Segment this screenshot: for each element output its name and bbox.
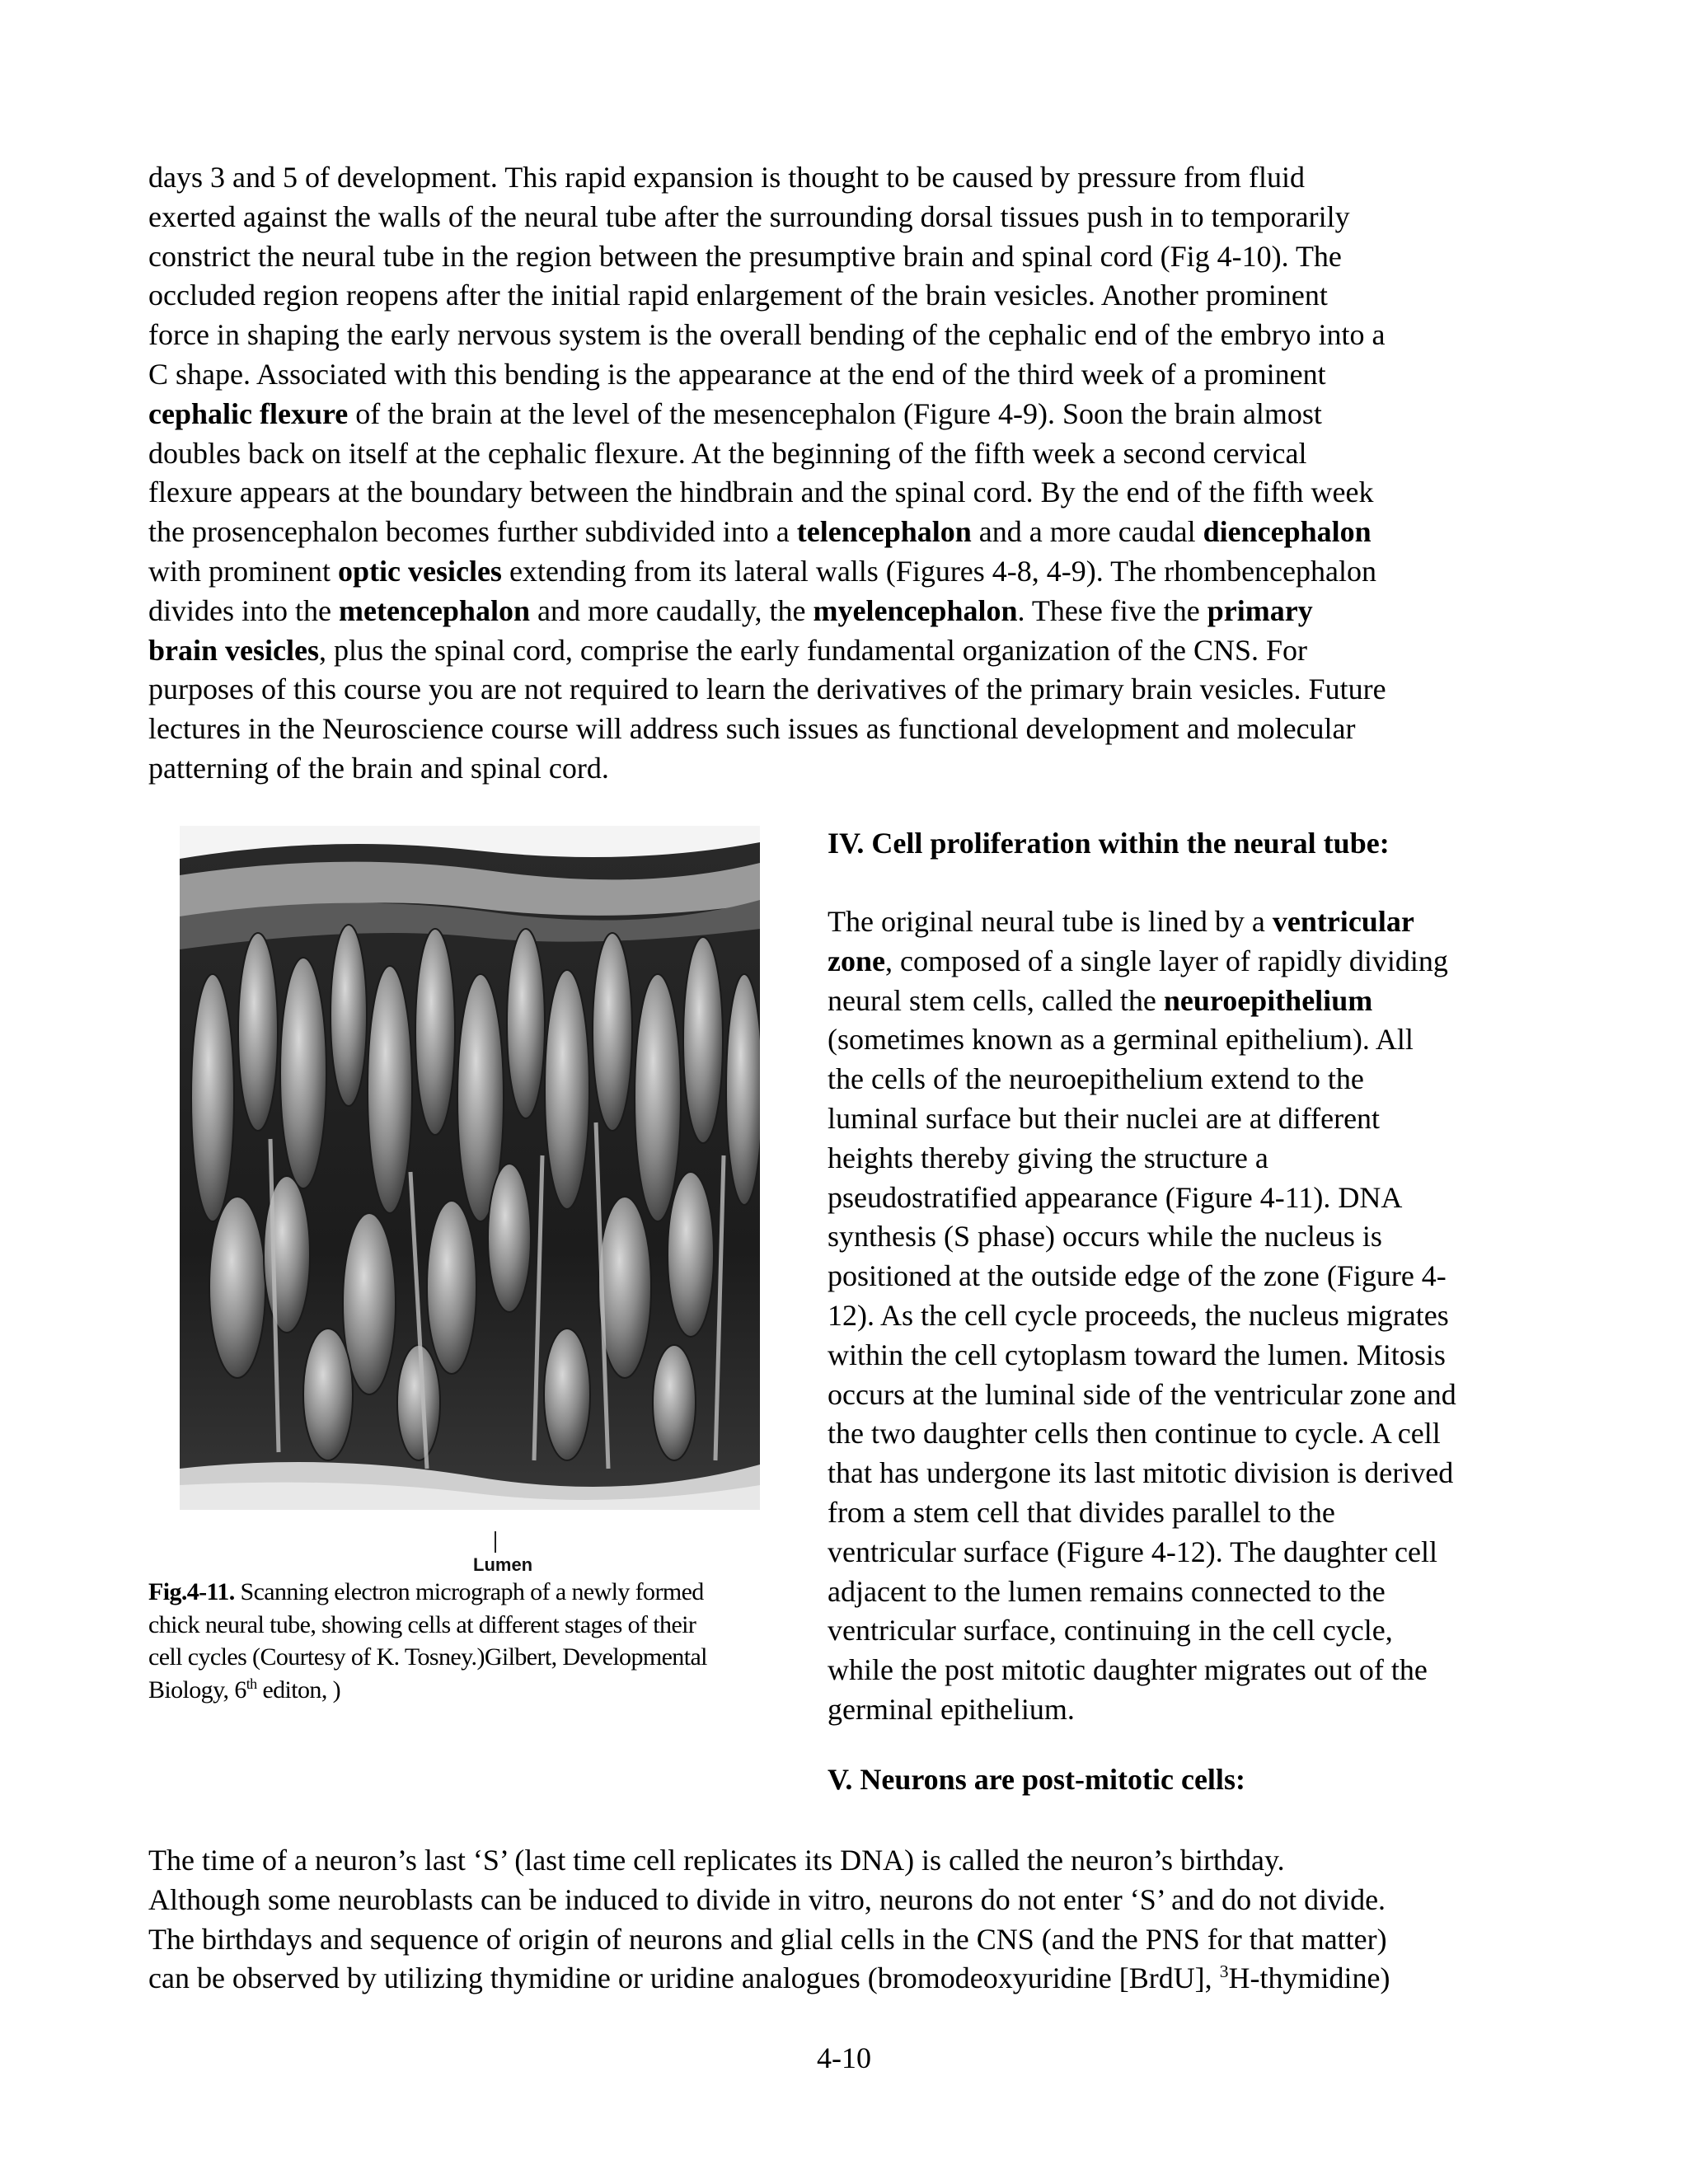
term-brain-vesicles: brain vesicles — [148, 633, 319, 667]
section-heading-iv: IV. Cell proliferation within the neural tube: — [828, 827, 1390, 860]
term-optic-vesicles: optic vesicles — [337, 554, 502, 588]
term-ventricular: ventricular — [1272, 905, 1414, 938]
term-neuroepithelium: neuroepithelium — [1163, 983, 1373, 1017]
text-line: with prominent optic vesicles extending from its lateral walls (Figures 4-8, 4-9). The rhombencephalon — [148, 554, 1376, 588]
text-line: occluded region reopens after the initial rapid enlargement of the brain vesicles. Another prominent — [148, 279, 1328, 312]
section-iv-paragraph: The original neural tube is lined by a ventricular zone, composed of a single layer of rapidly dividing neural stem cells, called the neuroepithelium (sometimes known as a germinal epithelium). All the cells of the neuroepithelium extend to the luminal surface but their nuclei are at different heights thereby giving the structure a pseudostratified appearance (Figure 4-11). DNA synthesis (S phase) occurs while the nucleus is positioned at the outside edge of the zone (Figure 4- 12). As the cell cycle proceeds, the nucleus migrates within the cell cytoplasm toward the lumen. Mitosis occurs at the luminal side of the ventricular zone and the two daughter cells then continue to cycle. A cell that has undergone its last mitotic division is derived from a stem cell that divides parallel to the ventricular surface (Figure 4-12). The daughter cell adjacent to the lumen remains connected to the ventricular surface, continuing in the cell cycle, while the post mitotic daughter migrates out of the germinal epithelium. — [828, 905, 1456, 1726]
figure-caption: Fig.4-11. Scanning electron micrograph of a newly formed chick neural tube, showing cells at different stages of their cell cycles (Courtesy of K. Tosney.)Gilbert, Developmental Biology, 6th editon, ) — [148, 1578, 707, 1704]
term-telencephalon: telencephalon — [796, 515, 972, 549]
text-line: C shape. Associated with this bending is the appearance at the end of the third week of a prominent — [148, 357, 1326, 391]
text-line: exerted against the walls of the neural tube after the surrounding dorsal tissues push in to temporarily — [148, 199, 1350, 233]
text-line: force in shaping the early nervous system is the overall bending of the cephalic end of the embryo into a — [148, 318, 1386, 352]
top-paragraph — [148, 158, 1550, 789]
term-diencephalon: diencephalon — [1203, 515, 1372, 549]
text-line: patterning of the brain and spinal cord. — [148, 751, 609, 785]
bottom-paragraph: The time of a neuron’s last ‘S’ (last time cell replicates its DNA) is called the neuron’s birthday. Although some neuroblasts can be induced to divide in vitro, neurons do not enter ‘S’ and do not divide. The birthdays and sequence of origin of neurons and glial cells in the CNS (and the PNS for that matter) can be observed by utilizing thymidine or uridine analogues (bromodeoxyuridine [BrdU], $^3$H-thymidine) — [148, 1844, 1390, 1995]
text-line: cephalic flexure of the brain at the level of the mesencephalon (Figure 4-9). Soon the brain almost — [148, 396, 1322, 430]
term-cephalic-flexure: cephalic flexure — [148, 396, 349, 430]
text-line: flexure appears at the boundary between the hindbrain and the spinal cord. By the end of the fifth week — [148, 476, 1374, 509]
text-line: brain vesicles, plus the spinal cord, comprise the early fundamental organization of the CNS. For — [148, 633, 1308, 667]
lumen-label: Lumen — [473, 1554, 533, 1575]
text-line: doubles back on itself at the cephalic flexure. At the beginning of the fifth week a second cervical — [148, 436, 1307, 470]
page-number: 4-10 — [817, 2041, 871, 2074]
term-primary: primary — [1207, 593, 1313, 627]
micrograph-drawing — [180, 826, 760, 1535]
text-line: constrict the neural tube in the region between the presumptive brain and spinal cord (Fig 4-10). The — [148, 239, 1342, 273]
term-metencephalon: metencephalon — [338, 593, 530, 627]
text-line: divides into the metencephalon and more caudally, the myelencephalon. These five the primary — [148, 593, 1313, 627]
term-myelencephalon: myelencephalon — [813, 593, 1018, 627]
lumen-pointer — [495, 1531, 496, 1553]
sem-micrograph-image — [180, 826, 760, 1535]
caption-label: Fig.4-11. — [148, 1578, 235, 1605]
text-line: the prosencephalon becomes further subdivided into a telencephalon and a more caudal diencephalon — [148, 515, 1372, 549]
text-line: purposes of this course you are not required to learn the derivatives of the primary brain vesicles. Future — [148, 673, 1386, 706]
term-zone: zone — [828, 944, 885, 977]
section-heading-v: V. Neurons are post-mitotic cells: — [828, 1763, 1245, 1796]
text-line: days 3 and 5 of development. This rapid expansion is thought to be caused by pressure from fluid — [148, 161, 1306, 194]
text-line: lectures in the Neuroscience course will address such issues as functional development and molecular — [148, 712, 1356, 746]
